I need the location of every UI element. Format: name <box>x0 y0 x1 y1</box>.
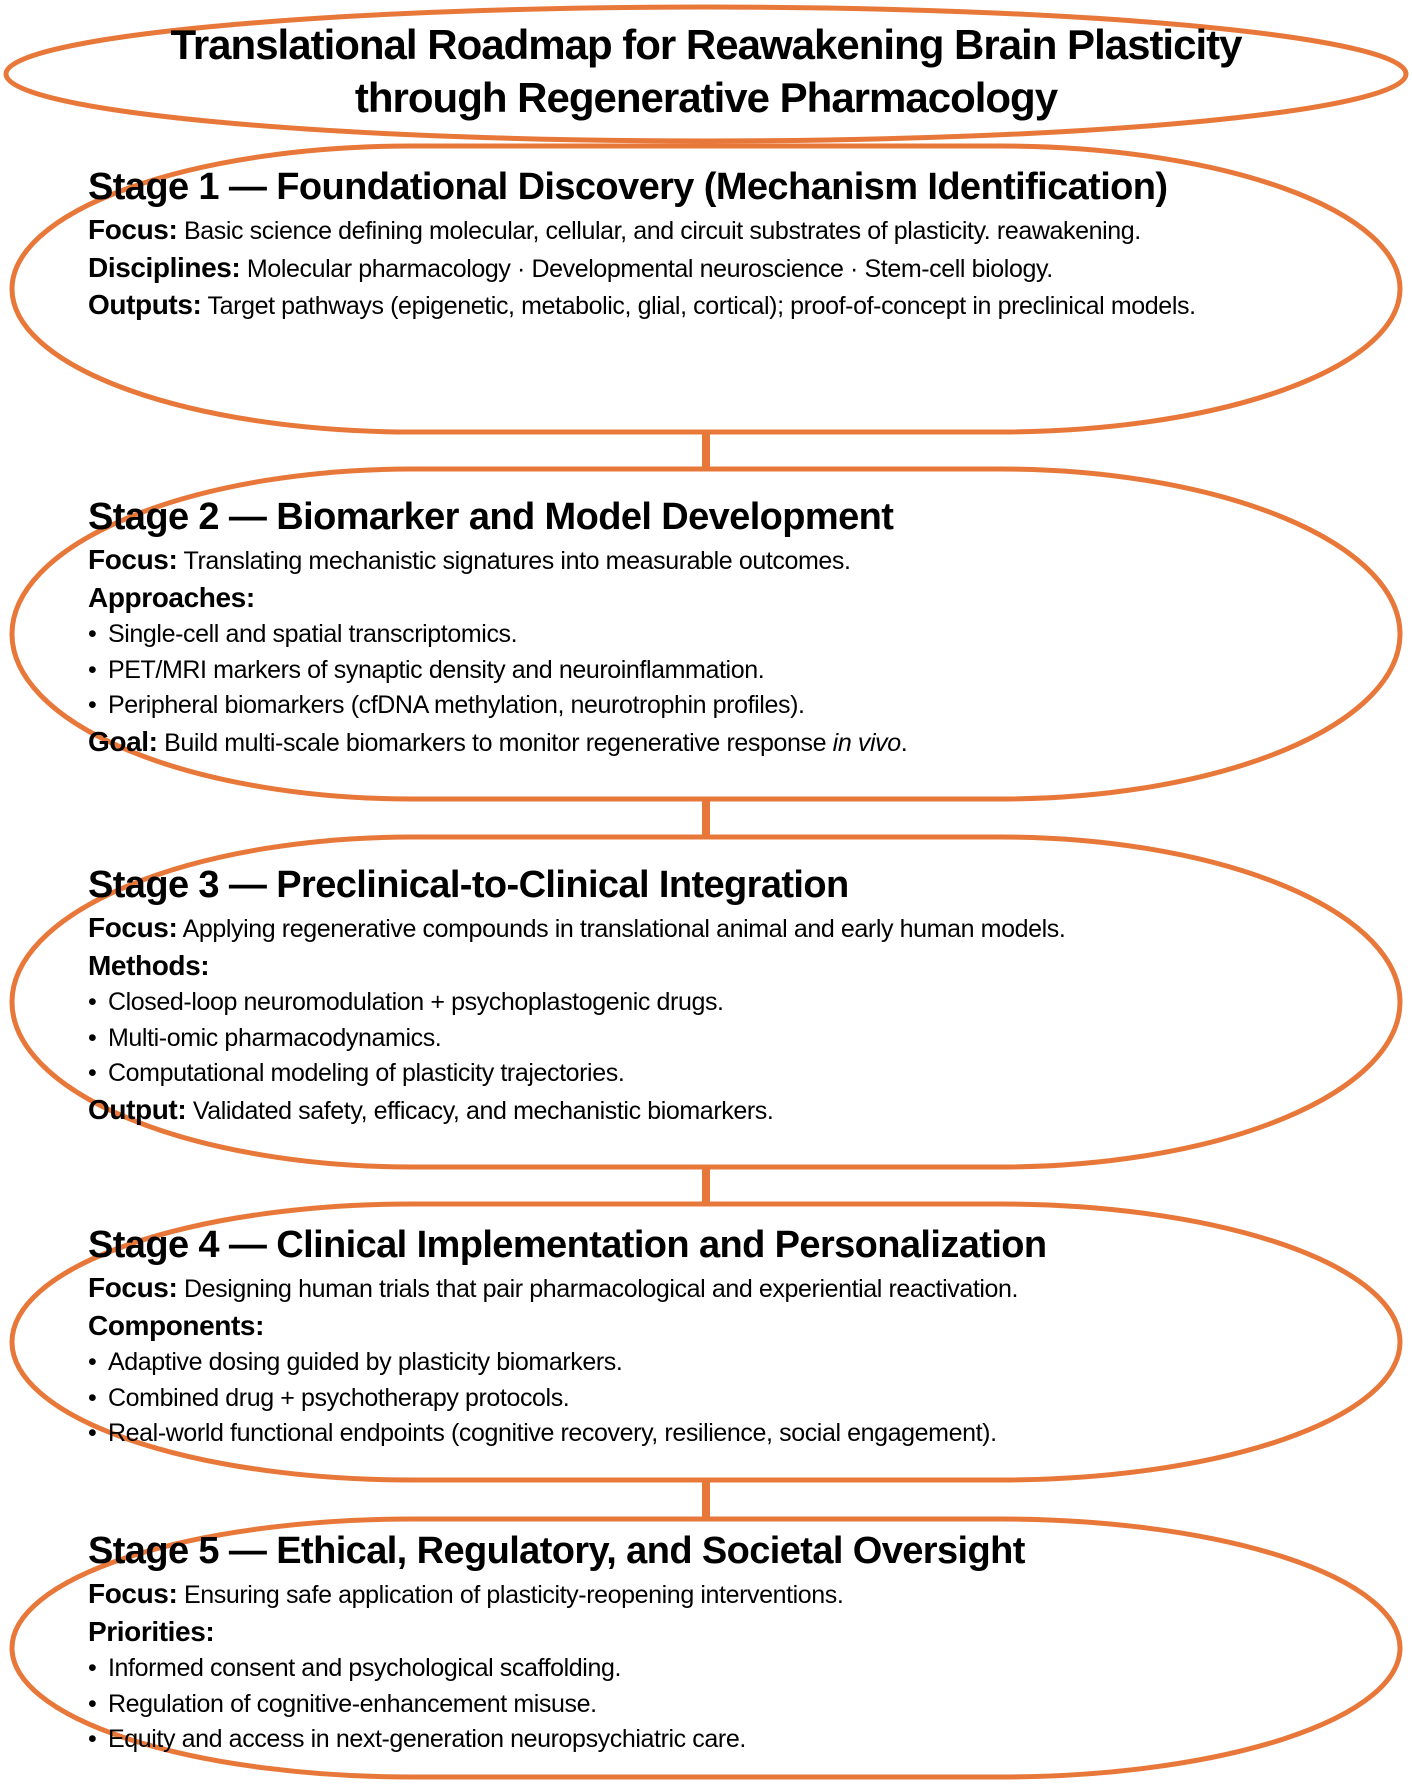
list-item-text: PET/MRI markers of synaptic density and neuroinflammation. <box>108 655 765 684</box>
list-item-text: Regulation of cognitive-enhancement misuse. <box>108 1689 597 1718</box>
bullet-icon: • <box>88 1383 97 1412</box>
disciplines-label: Disciplines: <box>88 251 241 283</box>
list-item <box>88 1651 1338 1687</box>
stage-3-output <box>88 1092 1338 1130</box>
stage-5-heading: Stage 5 — Ethical, Regulatory, and Societal Oversight <box>88 1530 1025 1572</box>
stage-2-goal <box>88 724 1338 762</box>
focus-label: Focus: <box>88 214 178 245</box>
list-item <box>88 1722 1338 1758</box>
list-item <box>88 653 1338 689</box>
stage-4-components-label <box>88 1308 1338 1346</box>
bullet-icon: • <box>88 1654 97 1682</box>
list-item <box>88 617 1338 653</box>
outputs-label: Outputs: <box>88 289 202 320</box>
focus-label: Focus: <box>88 1272 178 1303</box>
bullet-icon: • <box>88 1348 97 1376</box>
focus-text: Applying regenerative compounds in translational animal and early human models. <box>182 915 1066 943</box>
stage-3-focus <box>88 910 1338 948</box>
focus-text: Basic science defining molecular, cellular, and circuit substrates of plasticity. reawakening. <box>183 217 1141 245</box>
bullet-icon: • <box>88 988 97 1016</box>
list-item <box>88 985 1338 1021</box>
list-item-text: Combined drug + psychotherapy protocols. <box>108 1383 570 1412</box>
list-item-text: Computational modeling of plasticity trajectories. <box>108 1059 625 1087</box>
bullet-icon: • <box>88 1023 97 1052</box>
focus-label: Focus: <box>88 912 178 943</box>
bullet-icon: • <box>88 691 97 719</box>
bullet-icon: • <box>88 1725 97 1753</box>
list-item-text: Equity and access in next-generation neuropsychiatric care. <box>108 1725 746 1753</box>
list-item <box>88 1021 1338 1057</box>
bullet-icon: • <box>88 620 97 648</box>
stage-1-focus <box>88 212 1198 250</box>
bullet-icon: • <box>88 1059 97 1087</box>
stage-3-methods-label <box>88 948 1338 986</box>
list-item <box>88 1056 1338 1092</box>
approaches-label: Approaches: <box>88 581 255 613</box>
list-item-text: Single-cell and spatial transcriptomics. <box>108 620 518 648</box>
goal-text: Build multi-scale biomarkers to monitor regenerative response <box>164 728 827 757</box>
stage-4 <box>88 1222 1338 1452</box>
list-item-text: Multi-omic pharmacodynamics. <box>108 1023 442 1052</box>
stage-3-heading: Stage 3 — Preclinical-to-Clinical Integration <box>88 864 849 906</box>
list-item-text: Peripheral biomarkers (cfDNA methylation, neurotrophin profiles). <box>108 691 805 719</box>
goal-label: Goal: <box>88 725 158 757</box>
stage-5-focus <box>88 1576 1338 1614</box>
diagram-title <box>60 18 1352 124</box>
stage-1 <box>88 164 1338 325</box>
focus-label: Focus: <box>88 1578 178 1609</box>
goal-end: . <box>900 728 908 757</box>
bullet-icon: • <box>88 1689 97 1718</box>
stage-2-approaches-label <box>88 580 1338 618</box>
focus-label: Focus: <box>88 544 178 575</box>
stage-3 <box>88 862 1338 1129</box>
stage-2-focus <box>88 542 1338 580</box>
methods-label: Methods: <box>88 949 210 981</box>
components-label: Components: <box>88 1309 265 1341</box>
stage-1-heading: Stage 1 — Foundational Discovery (Mechanism Identification) <box>88 166 1168 208</box>
bullet-icon: • <box>88 655 97 684</box>
list-item-text: Closed-loop neuromodulation + psychoplastogenic drugs. <box>108 988 724 1016</box>
stage-2 <box>88 494 1338 761</box>
stage-5-priorities-label <box>88 1614 1338 1652</box>
list-item-text: Real-world functional endpoints (cognitive recovery, resilience, social engagement). <box>108 1419 997 1447</box>
title-line-1: Translational Roadmap for Reawakening Brain Plasticity <box>170 21 1242 68</box>
stage-2-heading: Stage 2 — Biomarker and Model Development <box>88 496 894 538</box>
list-item <box>88 1416 1338 1452</box>
bullet-icon: • <box>88 1419 97 1447</box>
disciplines-text: Molecular pharmacology · Developmental neuroscience · Stem-cell biology. <box>246 254 1053 283</box>
stage-1-disciplines <box>88 250 1338 288</box>
list-item <box>88 1381 1338 1417</box>
output-label: Output: <box>88 1093 187 1125</box>
priorities-label: Priorities: <box>88 1615 215 1647</box>
list-item <box>88 688 1338 724</box>
list-item <box>88 1345 1338 1381</box>
goal-italic: in vivo <box>832 728 901 757</box>
list-item <box>88 1687 1338 1723</box>
stage-5 <box>88 1528 1338 1758</box>
list-item-text: Informed consent and psychological scaffolding. <box>108 1654 622 1682</box>
focus-text: Designing human trials that pair pharmacological and experiential reactivation. <box>183 1275 1019 1303</box>
focus-text: Translating mechanistic signatures into measurable outcomes. <box>183 547 851 575</box>
focus-text: Ensuring safe application of plasticity-reopening interventions. <box>183 1581 844 1609</box>
output-text: Validated safety, efficacy, and mechanistic biomarkers. <box>192 1096 774 1125</box>
stage-1-outputs <box>88 287 1338 325</box>
stage-4-focus <box>88 1270 1338 1308</box>
outputs-text: Target pathways (epigenetic, metabolic, glial, cortical); proof-of-concept in preclinical models. <box>207 292 1196 320</box>
list-item-text: Adaptive dosing guided by plasticity biomarkers. <box>108 1348 623 1376</box>
title-line-2: through Regenerative Pharmacology <box>354 74 1058 121</box>
stage-4-heading: Stage 4 — Clinical Implementation and Personalization <box>88 1224 1047 1266</box>
